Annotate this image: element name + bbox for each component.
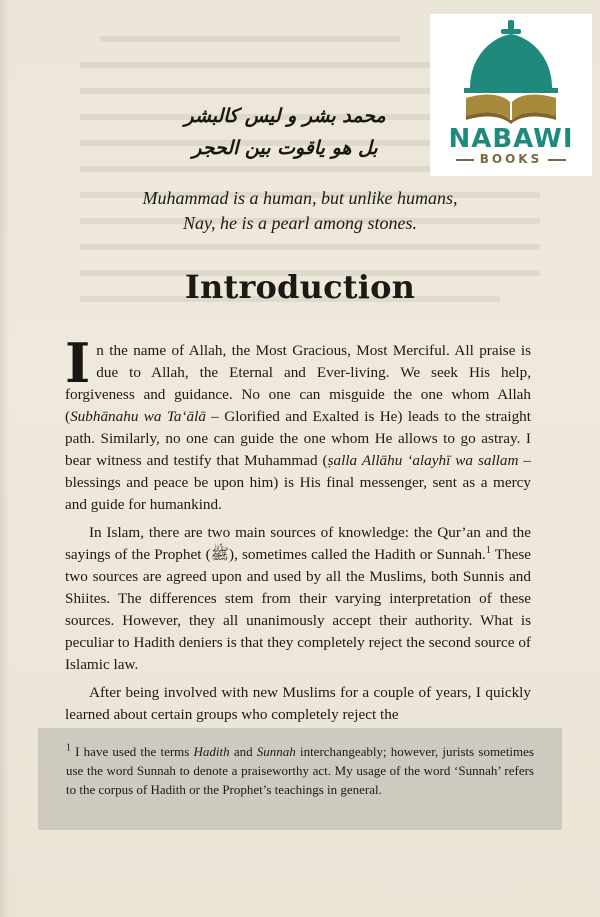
p1-text-3: – blessings and peace be upon him) is His final messenger, sent as a mercy and guide for humankind.	[65, 452, 532, 513]
page-gutter-shadow	[0, 0, 10, 917]
footnote-italic-1: Hadith	[193, 744, 230, 759]
p1-text-2: – Glorified and Exalted is He) leads to the straight path. Similarly, no one can guide the one whom He allows to go astray. I bear witness and testify that Muhammad (	[65, 408, 531, 469]
chapter-heading: Introduction	[184, 268, 416, 306]
paragraph-1	[65, 331, 532, 516]
arabic-line-2: بل هو ياقوت بين الحجر	[192, 137, 378, 159]
p1-text-1: n the name of Allah, the Most Gracious, Most Merciful. All praise is due to Allah, the Eternal and Ever-living. We seek His help, forgiveness and guidance. No one can misguide the one whom Allah (	[65, 342, 531, 425]
paragraph-3: After being involved with new Muslims for a couple of years, I quickly learned about certain groups who completely reject the	[65, 684, 531, 723]
p2-text-2: These two sources are agreed upon and used by all the Muslims, both Sunnis and Shiites. The differences stem from their varying interpretation of these sources. However, they all unanimously accept their authority. What is peculiar to Hadith deniers is that they completely reject the second source of Islamic law.	[65, 546, 531, 673]
epigraph-line-1: Muhammad is a human, but unlike humans,	[142, 188, 458, 208]
english-epigraph	[80, 186, 520, 236]
drop-cap: I	[65, 331, 91, 395]
body-text	[65, 331, 532, 726]
p2-text-1: In Islam, there are two main sources of knowledge: the Qur’an and the sayings of the Prophet (ﷺ), sometimes called the Hadith or Sunnah.	[65, 524, 531, 563]
footnote-text-1: I have used the terms	[71, 744, 194, 759]
arabic-line-1: محمد بشر و ليس كالبشر	[184, 105, 386, 127]
footnote-text-2: and	[229, 744, 257, 759]
nabawi-books-logo	[430, 14, 592, 176]
p1-italic-2: ṣalla Allāhu ‘alayhī wa sallam	[327, 452, 519, 469]
p1-italic-1: Subhānahu wa Ta‘ālā	[70, 408, 206, 425]
footnote-box	[38, 728, 562, 830]
arabic-epigraph	[160, 100, 410, 164]
footnote-number: 1	[66, 742, 71, 754]
brand-name: NABAWI	[448, 124, 574, 154]
epigraph-line-2: Nay, he is a pearl among stones.	[183, 213, 417, 233]
paragraph-2	[65, 522, 531, 676]
footnote-text	[66, 742, 534, 799]
dome-book-icon	[430, 14, 592, 126]
brand-subtitle: BOOKS	[430, 152, 592, 166]
footnote-ref[interactable]: 1	[485, 544, 491, 556]
footnote-italic-2: Sunnah	[256, 744, 296, 759]
footnote-text-3: interchangeably; however, jurists sometimes use the word Sunnah to denote a praiseworthy act. My usage of the word ‘Sunnah’ refers to the corpus of Hadith or the Prophet’s teachings in general.	[66, 744, 534, 797]
